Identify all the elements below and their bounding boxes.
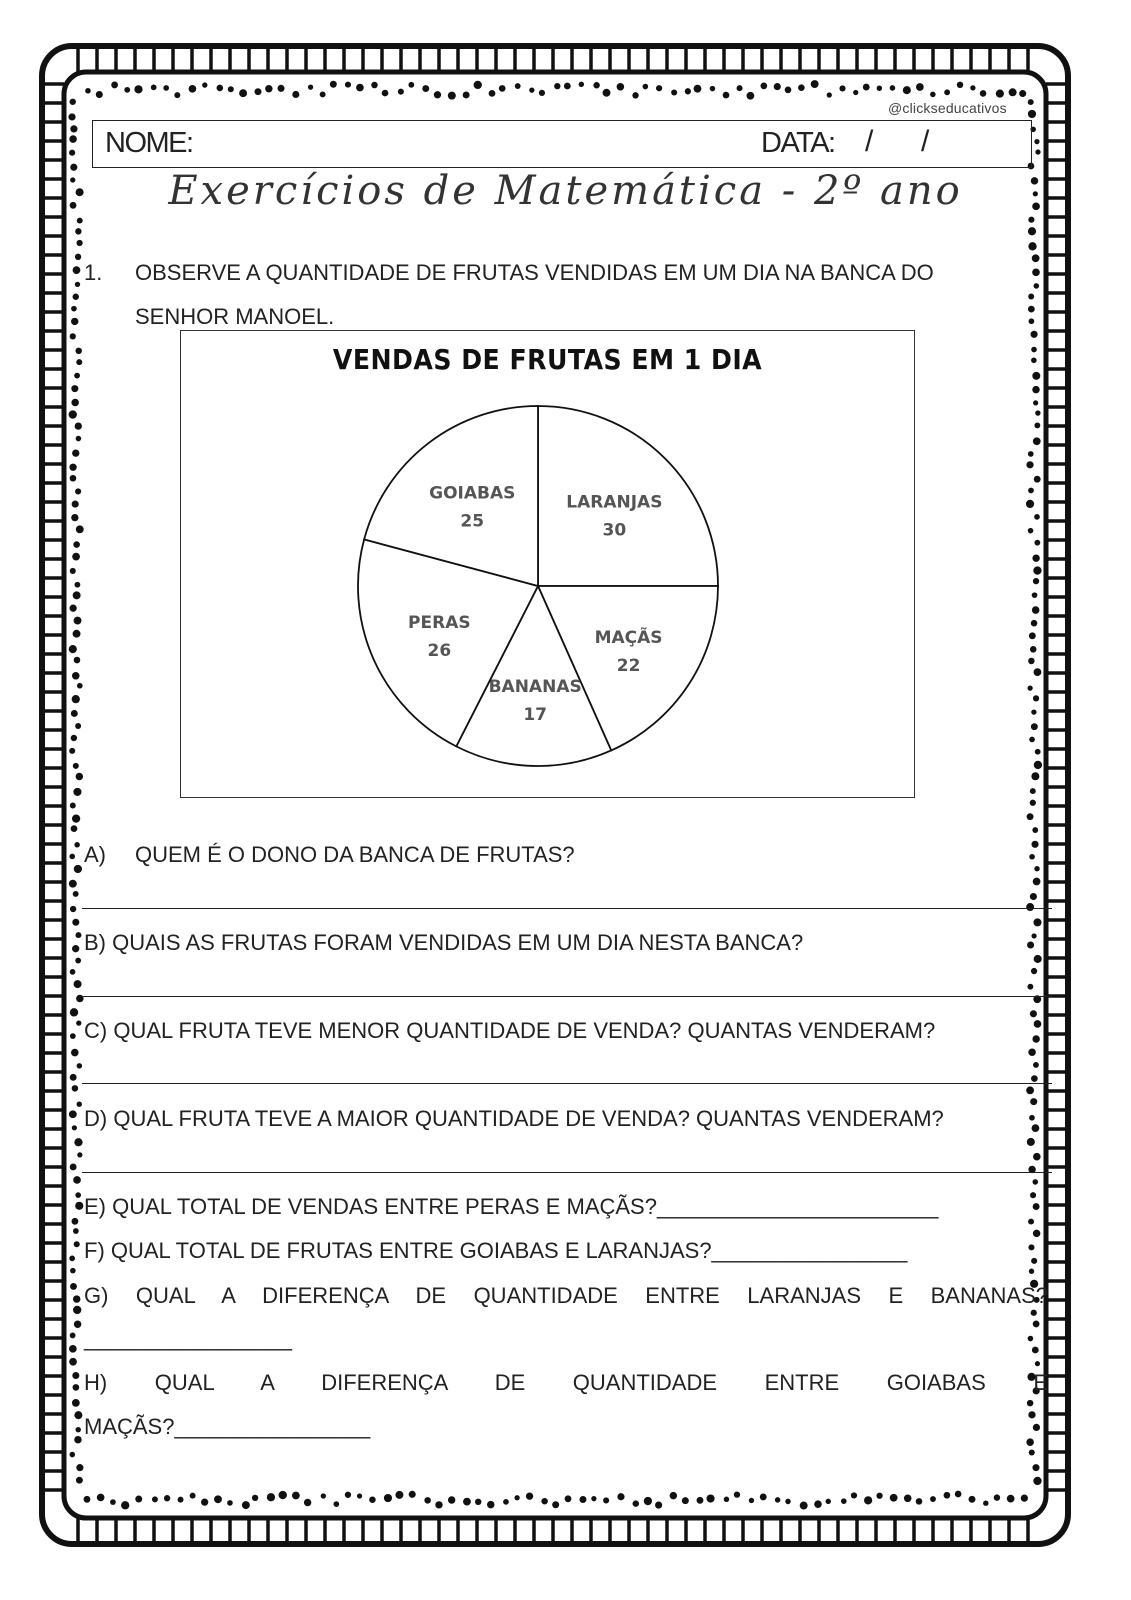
question-1-text-continued: SENHOR MANOEL. (135, 304, 335, 329)
slice-value-laranjas: 30 (602, 520, 627, 541)
answer-line-a[interactable] (82, 908, 1052, 909)
question-e: E) QUAL TOTAL DE VENDAS ENTRE PERAS E MAÇÃS?_______________________ (84, 1194, 939, 1219)
slice-label-bananas: BANANAS (488, 676, 582, 697)
question-a: QUEM É O DONO DA BANCA DE FRUTAS? (135, 842, 575, 867)
question-f: F) QUAL TOTAL DE FRUTAS ENTRE GOIABAS E LARANJAS?________________ (84, 1238, 908, 1263)
question-c: C) QUAL FRUTA TEVE MENOR QUANTIDADE DE VENDA? QUANTAS VENDERAM? (84, 1018, 936, 1043)
slice-value-bananas: 17 (523, 704, 548, 725)
slice-label-peras: PERAS (408, 612, 471, 633)
slice-value-maçãs: 22 (616, 655, 641, 676)
date-slash-2: / (921, 125, 930, 158)
answer-line-d[interactable] (82, 1172, 1052, 1173)
answer-line-c[interactable] (82, 1083, 1052, 1084)
slice-label-maçãs: MAÇÃS (594, 627, 663, 648)
chart-title: VENDAS DE FRUTAS EM 1 DIA (332, 343, 763, 376)
question-g-blank[interactable]: _________________ (84, 1326, 293, 1351)
question-b: B) QUAIS AS FRUTAS FORAM VENDIDAS EM UM DIA NESTA BANCA? (84, 930, 804, 955)
slice-value-goiabas: 25 (460, 511, 485, 532)
question-h-continued: MAÇÃS?________________ (84, 1414, 371, 1439)
question-d: D) QUAL FRUTA TEVE A MAIOR QUANTIDADE DE VENDA? QUANTAS VENDERAM? (84, 1106, 944, 1131)
slice-label-goiabas: GOIABAS (429, 483, 516, 504)
pie-chart (181, 331, 916, 799)
slice-label-laranjas: LARANJAS (566, 492, 663, 513)
pie-chart-box (180, 330, 915, 798)
question-h: H) QUAL A DIFERENÇA DE QUANTIDADE ENTRE GOIABAS E (84, 1370, 1048, 1395)
name-label: NOME: (105, 127, 193, 159)
name-date-box (92, 120, 1032, 168)
question-1-number: 1. (84, 260, 103, 285)
date-slash-1: / (865, 125, 874, 158)
date-label: DATA: (761, 127, 835, 159)
answer-line-b[interactable] (82, 996, 1052, 997)
question-g: G) QUAL A DIFERENÇA DE QUANTIDADE ENTRE LARANJAS E BANANAS? (84, 1283, 1048, 1308)
question-a-label: A) (84, 842, 106, 867)
question-1-text: OBSERVE A QUANTIDADE DE FRUTAS VENDIDAS EM UM DIA NA BANCA DO (135, 260, 934, 285)
slice-value-peras: 26 (427, 640, 452, 661)
worksheet-title: Exercícios de Matemática - 2º ano (168, 168, 963, 214)
social-handle: @clickseducativos (888, 100, 1007, 116)
